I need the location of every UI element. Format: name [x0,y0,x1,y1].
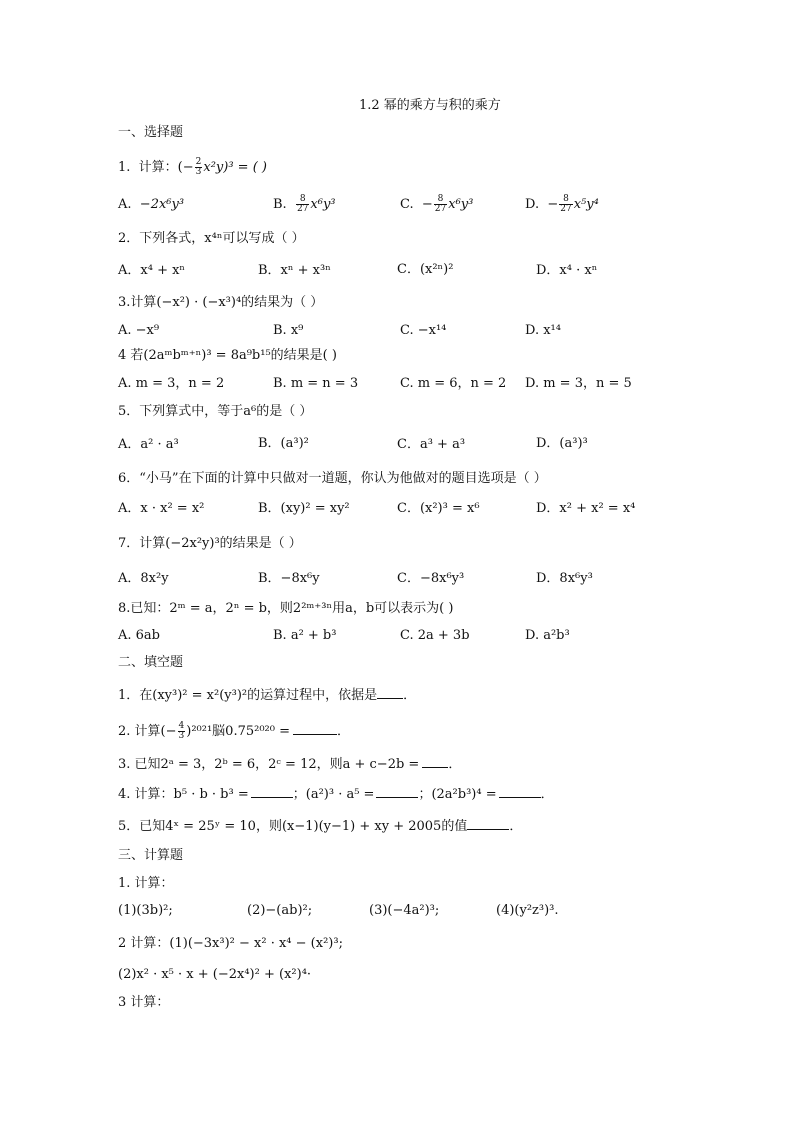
question-5-option-d: D．(a³)³ [536,436,588,451]
fraction: $\frac{2}{3}$ [195,157,202,177]
question-5-stem: 5．下列算式中，等于a⁶的是（ ） [118,404,313,419]
compute-question-2-part-1: 2 计算：(1)(−3x³)² − x² · x⁴ − (x²)³; [118,936,343,951]
question-4-option-a: A. m = 3，n = 2 [118,376,225,391]
section-heading-fill: 二、填空题 [118,655,184,670]
question-5-option-b: B．(a³)² [258,436,309,451]
fill-question-5: 5．已知4ˣ = 25ʸ = 10，则(x−1)(y−1) + xy + 2005的值 ． [118,819,523,834]
answer-blank [376,785,418,798]
question-1-text-pre: 计算：(− [138,160,194,175]
fraction: $\frac{8}{27}$ [296,194,309,214]
answer-blank [377,686,403,699]
answer-blank [422,755,448,768]
question-2-option-c: C．(x²ⁿ)² [397,262,454,277]
compute-question-3-stem: 3 计算： [118,995,170,1010]
compute-question-1-part-4: (4)(y²z³)³. [496,903,559,918]
fill-question-2: 2. 计算(− $\frac{4}{3}$ )²⁰²¹脳0.75²⁰²⁰ = ． [118,721,350,741]
section-heading-choice: 一、选择题 [118,125,184,140]
fraction: $\frac{4}{3}$ [178,721,185,741]
question-1-text-post: x²y)³ = ( ) [203,160,267,175]
question-6-option-d: D．x² + x² = x⁴ [536,501,636,516]
question-5-option-a: A．a² · a³ [118,437,179,452]
section-heading-compute: 三、计算题 [118,848,184,863]
question-8-option-b: B. a² + b³ [273,628,337,643]
question-7-option-a: A．8x²y [118,571,169,586]
question-5-option-c: C．a³ + a³ [397,437,466,452]
question-7-option-b: B．−8x⁶y [258,571,320,586]
question-8-option-d: D. a²b³ [525,628,570,643]
compute-question-1-part-3: (3)(−4a²)³; [369,903,440,918]
question-2-option-a: A．x⁴ + xⁿ [118,263,186,278]
compute-question-1-part-1: (1)(3b)²; [118,903,173,918]
question-8-option-c: C. 2a + 3b [400,628,470,643]
question-1-stem [118,158,267,177]
question-4-option-b: B. m = n = 3 [273,376,359,391]
fill-question-1: 1．在(xy³)² = x²(y³)²的运算过程中，依据是 ． [118,688,417,703]
question-4-stem: 4 若(2aᵐbᵐ⁺ⁿ)³ = 8a⁹b¹⁵的结果是( ) [118,348,337,363]
question-6-option-c: C．(x²)³ = x⁶ [397,501,480,516]
question-3-option-d: D. x¹⁴ [525,323,561,338]
question-6-option-a: A．x · x² = x² [118,501,205,516]
question-4-option-c: C. m = 6，n = 2 [400,376,507,391]
compute-question-1-part-2: (2)−(ab)²; [247,903,313,918]
question-8-option-a: A. 6ab [118,628,160,643]
page-title: 1.2 幂的乘方与积的乘方 [359,98,501,113]
question-1-option-d: D. − $\frac{8}{27}$ x⁵y⁴ [525,194,599,214]
question-4-option-d: D. m = 3，n = 5 [525,376,632,391]
fraction: $\frac{8}{27}$ [560,194,572,214]
question-7-stem: 7．计算(−2x²y)³的结果是（ ） [118,536,302,551]
compute-question-2-part-2: (2)x² · x⁵ · x + (−2x⁴)² + (x²)⁴· [118,967,312,982]
question-2-option-d: D．x⁴ · xⁿ [536,263,598,278]
compute-question-1-stem: 1. 计算： [118,876,174,891]
answer-blank [499,785,541,798]
question-8-stem: 8.已知：2ᵐ = a，2ⁿ = b，则2²ᵐ⁺³ⁿ用a，b可以表示为( ) [118,601,454,616]
question-3-stem: 3.计算(−x²) · (−x³)⁴的结果为（ ） [118,295,324,310]
question-6-option-b: B．(xy)² = xy² [258,501,350,516]
question-2-stem: 2．下列各式，x⁴ⁿ可以写成（ ） [118,231,305,246]
question-7-option-d: D．8x⁶y³ [536,571,593,586]
question-2-option-b: B．xⁿ + x³ⁿ [258,263,331,278]
question-3-option-a: A. −x⁹ [118,323,160,338]
question-3-option-c: C. −x¹⁴ [400,323,447,338]
answer-blank [293,722,337,735]
fraction: $\frac{8}{27}$ [434,194,447,214]
fill-question-3: 3. 已知2ᵃ = 3，2ᵇ = 6，2ᶜ = 12，则a + c−2b = ． [118,757,462,772]
question-3-option-b: B. x⁹ [273,323,304,338]
answer-blank [251,785,293,798]
question-1-option-b: B. $\frac{8}{27}$ x⁶y³ [273,194,336,214]
question-1-option-a: A. −2x⁶y³ [118,197,185,212]
question-number: 1. [118,160,131,175]
answer-blank [467,817,509,830]
question-6-stem: 6．“小马”在下面的计算中只做对一道题，你认为他做对的题目选项是（ ） [118,471,547,486]
question-7-option-c: C．−8x⁶y³ [397,571,465,586]
question-1-option-c: C. − $\frac{8}{27}$ x⁶y³ [400,194,474,214]
fill-question-4: 4. 计算：b⁵ · b · b³ = ；(a²)³ · a⁵ = ；(2a²b³)⁴ = ． [118,787,554,802]
